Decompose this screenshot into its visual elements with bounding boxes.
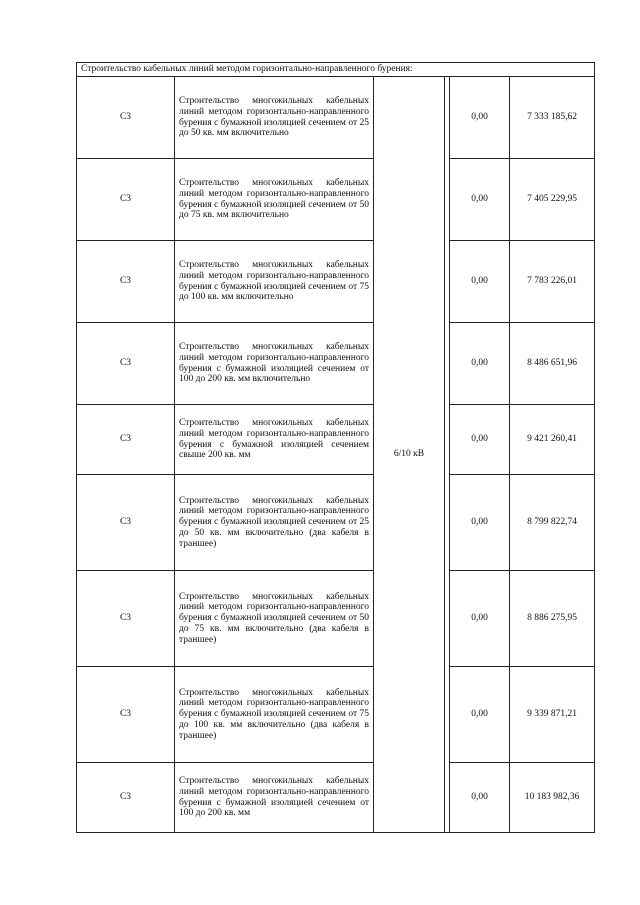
code-cell: С3 — [77, 571, 175, 667]
rate-cell: 0,00 — [450, 763, 510, 833]
rate-cell: 0,00 — [450, 77, 510, 159]
cost-cell: 7 783 226,01 — [510, 241, 595, 323]
rate-cell: 0,00 — [450, 241, 510, 323]
section-header: Строительство кабельных линий методом горизонтально-направленного бурения: — [77, 63, 595, 77]
cost-cell: 7 405 229,95 — [510, 159, 595, 241]
description-cell: Строительство многожильных кабельных линий методом горизонтально-направленного бурения с бумажной изоляцией сечением от 100 до 200 кв. мм — [175, 763, 374, 833]
description-cell: Строительство многожильных кабельных линий методом горизонтально-направленного бурения с бумажной изоляцией сечением от 75 до 100 кв. мм включительно — [175, 241, 374, 323]
cost-cell: 9 339 871,21 — [510, 667, 595, 763]
table-header-row — [77, 63, 595, 77]
table-row — [77, 77, 595, 159]
table-row — [77, 405, 595, 475]
description-cell: Строительство многожильных кабельных линий методом горизонтально-направленного бурения с бумажной изоляцией сечением от 100 до 200 кв. мм включительно — [175, 323, 374, 405]
rate-cell: 0,00 — [450, 323, 510, 405]
cost-cell: 10 183 982,36 — [510, 763, 595, 833]
table-row — [77, 475, 595, 571]
cost-cell: 7 333 185,62 — [510, 77, 595, 159]
description-cell: Строительство многожильных кабельных линий методом горизонтально-направленного бурения с бумажной изоляцией сечением от 25 до 50 кв. мм включительно (два кабеля в траншее) — [175, 475, 374, 571]
rate-cell: 0,00 — [450, 667, 510, 763]
cost-cell: 8 486 651,96 — [510, 323, 595, 405]
rate-cell: 0,00 — [450, 571, 510, 667]
rate-cell: 0,00 — [450, 159, 510, 241]
rate-cell: 0,00 — [450, 475, 510, 571]
voltage-cell: 6/10 кВ — [374, 77, 445, 833]
cost-cell: 9 421 260,41 — [510, 405, 595, 475]
table-row — [77, 763, 595, 833]
description-cell: Строительство многожильных кабельных линий методом горизонтально-направленного бурения с бумажной изоляцией сечением свыше 200 кв. мм — [175, 405, 374, 475]
cost-cell: 8 886 275,95 — [510, 571, 595, 667]
description-cell: Строительство многожильных кабельных линий методом горизонтально-направленного бурения с бумажной изоляцией сечением от 50 до 75 кв. мм включительно (два кабеля в траншее) — [175, 571, 374, 667]
table-row — [77, 241, 595, 323]
description-cell: Строительство многожильных кабельных линий методом горизонтально-направленного бурения с бумажной изоляцией сечением от 50 до 75 кв. мм включительно — [175, 159, 374, 241]
cost-cell: 8 799 822,74 — [510, 475, 595, 571]
price-table — [76, 62, 595, 833]
code-cell: С3 — [77, 405, 175, 475]
code-cell: С3 — [77, 323, 175, 405]
table-row — [77, 571, 595, 667]
table-row — [77, 667, 595, 763]
table-row — [77, 323, 595, 405]
description-cell: Строительство многожильных кабельных линий методом горизонтально-направленного бурения с бумажной изоляцией сечением от 25 до 50 кв. мм включительно — [175, 77, 374, 159]
code-cell: С3 — [77, 159, 175, 241]
description-cell: Строительство многожильных кабельных линий методом горизонтально-направленного бурения с бумажной изоляцией сечением от 75 до 100 кв. мм включительно (два кабеля в траншее) — [175, 667, 374, 763]
code-cell: С3 — [77, 667, 175, 763]
table-row — [77, 159, 595, 241]
code-cell: С3 — [77, 77, 175, 159]
code-cell: С3 — [77, 241, 175, 323]
rate-cell: 0,00 — [450, 405, 510, 475]
code-cell: С3 — [77, 475, 175, 571]
code-cell: С3 — [77, 763, 175, 833]
